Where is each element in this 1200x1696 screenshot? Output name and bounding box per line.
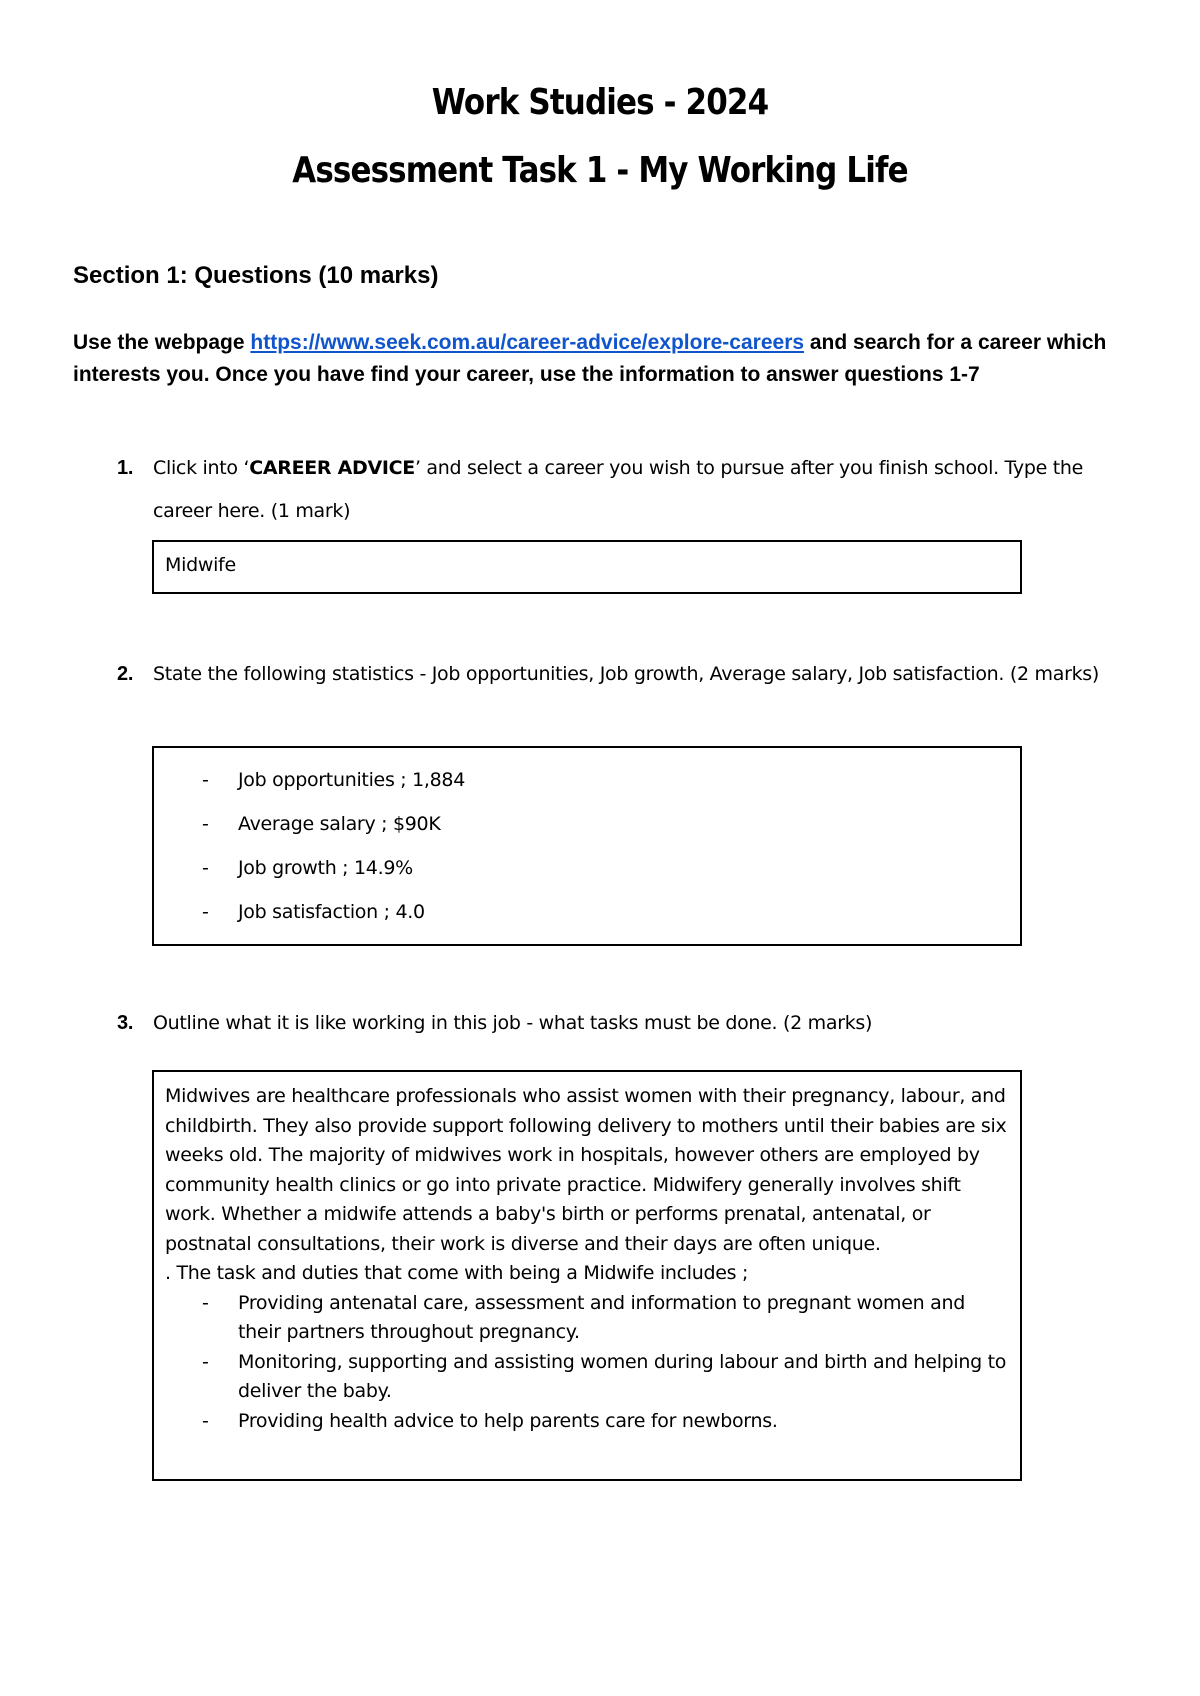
dash-bullet: - [202,813,209,835]
stat-item [154,758,1020,802]
task-text: Providing antenatal care, assessment and information to pregnant women and their partners throughout pregnancy. [238,1291,965,1343]
answer-paragraph: Midwives are healthcare professionals who assist women with their pregnancy, labour, and childbirth. They also provide support following delivery to mothers until their babies are six weeks old. The majority of midwives work in hospitals, however others are employed by community health clinics or go into private practice. Midwifery generally involves shift work. Whether a midwife attends a baby's birth or performs prenatal, antenatal, or postnatal consultations, their work is diverse and their days are often unique. [165,1085,1007,1255]
question-number: 1. [117,457,134,479]
section-heading: Section 1: Questions (10 marks) [73,262,439,289]
question-text: Outline what it is like working in this job - what tasks must be done. (2 marks) [153,1012,873,1034]
dash-bullet: - [202,769,209,791]
question-number: 3. [117,1012,134,1034]
question-text: Click into ‘CAREER ADVICE’ and select a career you wish to pursue after you finish school. Type the career here. (1 mark) [153,457,1084,522]
question-2 [117,653,1137,696]
task-item [165,1348,1009,1407]
career-advice-label: CAREER ADVICE [249,457,415,479]
intro-text-after: and search for a career which interests you. Once you have find your career, use the information to answer questions 1-7 [73,331,1107,386]
dash-bullet: - [202,1409,209,1432]
dash-bullet: - [202,857,209,879]
task-text: Providing health advice to help parents care for newborns. [238,1409,778,1432]
answer-text: Midwife [165,554,236,576]
question-1 [117,447,1137,533]
answer-box-3[interactable] [152,1070,1022,1481]
question-text: State the following statistics - Job opportunities, Job growth, Average salary, Job satisfaction. (2 marks) [153,663,1100,685]
dash-bullet: - [202,1350,209,1373]
stat-item [154,890,1020,934]
answer-box-1[interactable] [152,540,1022,594]
document-title: Work Studies - 2024 [431,82,769,123]
question-number: 2. [117,663,134,685]
section-intro [73,327,1133,391]
stat-text: Average salary ; $90K [238,813,441,835]
dash-bullet: - [202,1291,209,1314]
task-text: Monitoring, supporting and assisting women during labour and birth and helping to deliver the baby. [238,1350,1007,1402]
stat-text: Job opportunities ; 1,884 [238,769,466,791]
tasks-intro: . The task and duties that come with being a Midwife includes ; [165,1262,749,1284]
stat-item [154,846,1020,890]
document-subtitle: Assessment Task 1 - My Working Life [292,150,908,191]
answer-box-2[interactable] [152,746,1022,946]
intro-text-before: Use the webpage [73,331,251,354]
task-item [165,1289,1009,1348]
task-item [165,1407,1009,1437]
question-3 [117,1002,1137,1045]
dash-bullet: - [202,901,209,923]
stat-text: Job satisfaction ; 4.0 [238,901,425,923]
seek-career-link[interactable]: https://www.seek.com.au/career-advice/explore-careers [250,331,805,354]
stat-text: Job growth ; 14.9% [238,857,413,879]
stat-item [154,802,1020,846]
